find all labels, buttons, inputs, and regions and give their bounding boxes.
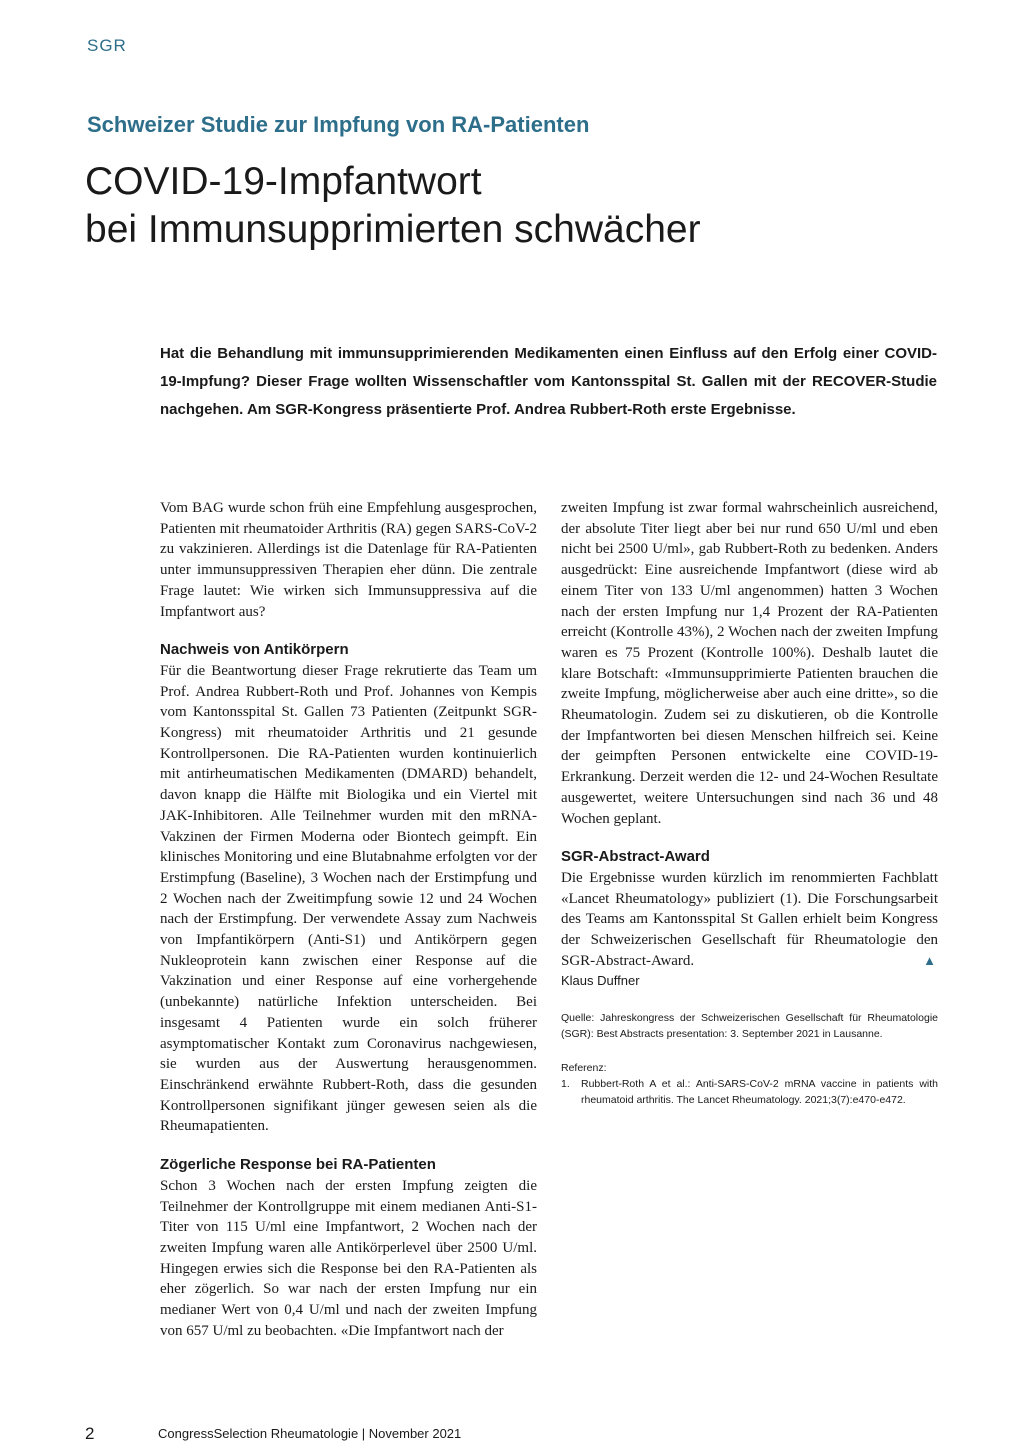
- reference-label: Referenz:: [561, 1062, 607, 1075]
- title-line-1: COVID-19-Impfantwort: [85, 160, 482, 203]
- body-paragraph: Für die Beantwortung dieser Frage rekrutierte das Team um Prof. Andrea Rubbert-Roth und Prof. Johannes von Kempis vom Kantonsspital St. Gallen 73 Patienten (Zeitpunkt SGR-Kongress) mit rheumatoider Arthritis und 21 gesunde Kontrollpersonen. Die RA-Patienten wurden kontinuierlich mit antirheumatischen Medikamenten (DMARD) behandelt, davon knapp die Hälfte mit Biologika und ein Viertel mit JAK-Inhibitoren. Alle Teilnehmer wurden mit den mRNA-Vakzinen der Firmen Moderna oder Biontech geimpft. Ein klinisches Monitoring und eine Blutabnahme erfolgten vor der Erstimpfung (Baseline), 3 Wochen nach der Erstimpfung und 2 Wochen nach der Zweitimpfung sowie 12 und 24 Wochen nach der Erstimpfung. Der verwendete Assay zum Nachweis von Impfantikörpern (Anti-S1) und Antikörpern gegen Nukleoprotein kann zwischen einer Response auf die Vakzination und einer Response auf eine vorhergehende (unbekannte) natürliche Infektion unterscheiden. Bei insgesamt 4 Patienten wurde ein solch früherer asymptomatischer Kontakt zum Coronavirus nachgewiesen, sie wurden aus der Auswertung herausgenommen. Einschränkend erwähnte Rubbert-Roth, dass die gesunden Kontrollpersonen signifikant jünger gewesen seien als die Rheumapatienten.: [160, 662, 537, 1135]
- source-note: Quelle: Jahreskongress der Schweizerischen Gesellschaft für Rheumatologie (SGR): Best Abstracts presentation: 3. September 2021 in Lausanne.: [561, 1012, 938, 1041]
- text-column-left: [160, 498, 537, 1341]
- body-paragraph-continued: zweiten Impfung ist zwar formal wahrscheinlich ausreichend, der absolute Titer liegt aber bei nur rund 650 U/ml und eben nicht bei 2500 U/ml», gab Rubbert-Roth zu bedenken. Anders ausgedrückt: Eine ausreichende Impfantwort (diese wird ab einem Titer von 133 U/ml angenommen) hatten 3 Wochen nach der ersten Impfung nur 1,4 Prozent der RA-Patienten erreicht (Kontrolle 43%), 2 Wochen nach der zweiten Impfung waren es 75 Prozent (Kontrolle 100%). Deshalb lautet die klare Botschaft: «Immunsupprimierte Patienten brauchen die zweite Impfung, möglicherweise aber auch eine dritte», so die Rheumatologin. Zudem sei zu diskutieren, ob die Kontrolle der Impfantworten bei diesen Menschen hilfreich sei. Keine der geimpften Personen entwickelte eine COVID-19-Erkrankung. Derzeit werden die 12- und 24-Wochen Resultate ausgewertet, weitere Untersuchungen sind nach 36 und 48 Wochen geplant.: [561, 500, 938, 827]
- section-heading: Nachweis von Antikörpern: [160, 641, 349, 659]
- reference-list: [561, 1076, 938, 1108]
- page-number: 2: [85, 1424, 95, 1443]
- body-paragraph: Schon 3 Wochen nach der ersten Impfung zeigten die Teilnehmer der Kontrollgruppe mit einem medianen Anti-S1-Titer von 115 U/ml eine Impfantwort, 2 Wochen nach der zweiten Impfung waren alle Antikörperlevel über 2500 U/ml. Hingegen erwies sich die Response bei den RA-Patienten als eher zögerlich. So war nach der ersten Impfung nur ein medianer Wert von 0,4 U/ml und nach der zweiten Impfung von 657 U/ml zu beobachten. «Die Impfantwort nach der: [160, 1177, 537, 1339]
- intro-paragraph: Vom BAG wurde schon früh eine Empfehlung ausgesprochen, Patienten mit rheumatoider Arthritis (RA) gegen SARS-CoV-2 zu vakzinieren. Allerdings ist die Datenlage für RA-Patienten unter immunsuppressiven Therapien eher dünn. Die zentrale Frage lautet: Wie wirken sich Immunsuppressiva auf die Impfantwort aus?: [160, 500, 537, 620]
- section-heading: Zögerliche Response bei RA-Patienten: [160, 1156, 436, 1174]
- text-column-right: [561, 498, 938, 1108]
- end-mark-icon: ▲: [923, 952, 936, 968]
- reference-text: Rubbert-Roth A et al.: Anti-SARS-CoV-2 mRNA vaccine in patients with rheumatoid arthritis. The Lancet Rheumatology. 2021;3(7):e470-e472.: [581, 1078, 938, 1107]
- section-label: SGR: [87, 36, 127, 55]
- section-heading: SGR-Abstract-Award: [561, 848, 710, 866]
- reference-item: [561, 1076, 938, 1108]
- article-title: [85, 158, 701, 254]
- article-lead: Hat die Behandlung mit immunsupprimierenden Medikamenten einen Einfluss auf den Erfolg einer COVID-19-Impfung? Dieser Frage wollten Wissenschaftler vom Kantonsspital St. Gallen mit der RECOVER-Studie nachgehen. Am SGR-Kongress präsentierte Prof. Andrea Rubbert-Roth erste Ergebnisse.: [160, 345, 937, 418]
- title-line-2: bei Immunsupprimierten schwächer: [85, 208, 701, 251]
- reference-number: 1.: [561, 1078, 570, 1091]
- publication-info: CongressSelection Rheumatologie | November 2021: [158, 1426, 462, 1441]
- section3-text: Die Ergebnisse wurden kürzlich im renommierten Fachblatt «Lancet Rheumatology» publiziert (1). Die Forschungsarbeit des Teams am Kantonsspital St Gallen erhielt beim Kongress der Schweizerischen Gesellschaft für Rheumatologie den SGR-Abstract-Award.: [561, 869, 938, 969]
- references: [561, 1060, 938, 1108]
- body-paragraph: [561, 868, 938, 972]
- article-kicker: Schweizer Studie zur Impfung von RA-Patienten: [87, 112, 590, 137]
- author-name: Klaus Duffner: [561, 973, 640, 989]
